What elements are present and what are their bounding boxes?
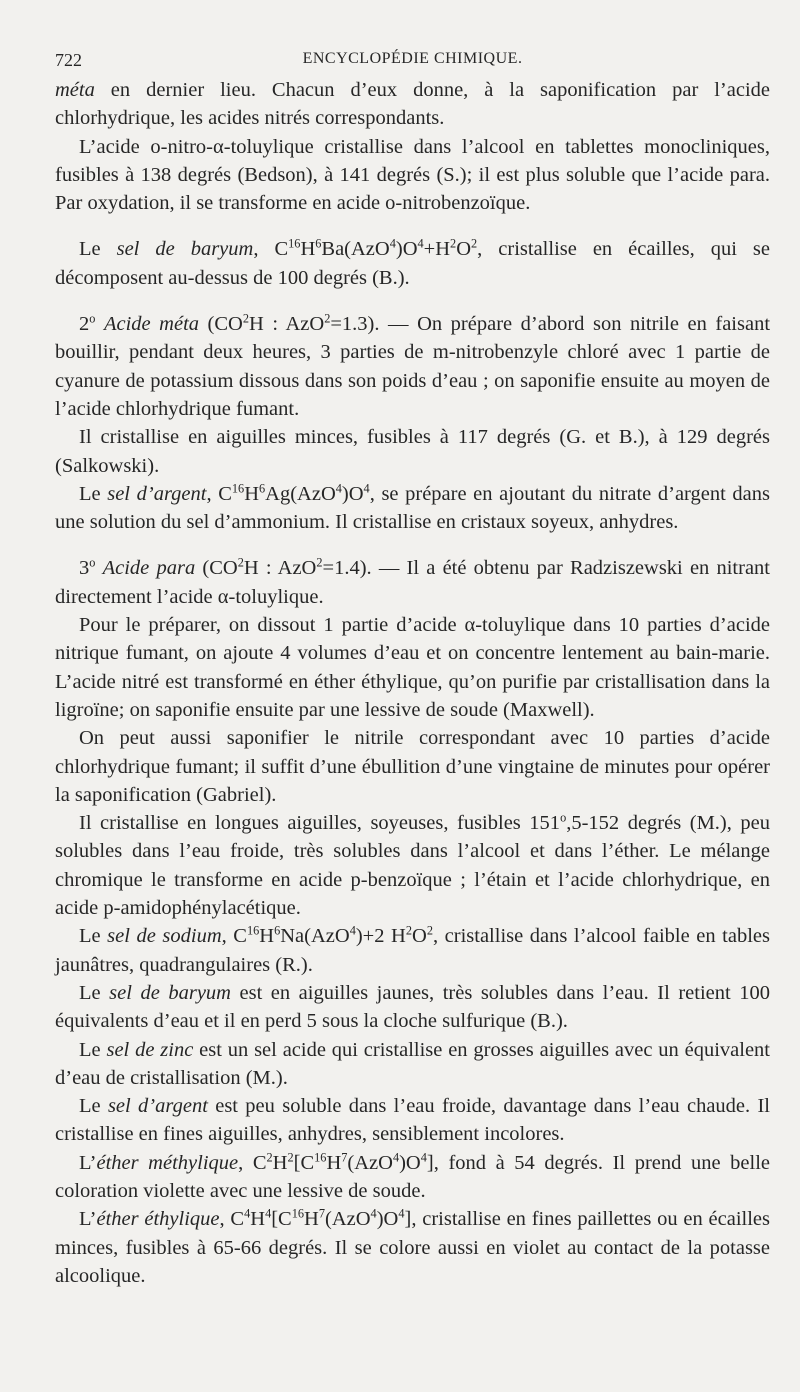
paragraph-4: 2$^o$ Acide méta ($CO^2H$ : AzO$^2$=1.3). — On prépare d’abord son nitrile en faisant bouillir, pendant deux heures, 3 parties de m-nitrobenzyle chloré avec 1 partie de cyanure de potassium dissous dans son poids d’eau ; on saponifie ensuite au moyen de l’acide chlorhydrique fumant. — [55, 311, 771, 420]
paragraph-3: Le sel de baryum, $C^{16}H^6Ba(AzO^4)O^4+H^2O^2$, cristallise en écailles, qui se décomposent au-dessus de 100 degrés (B.). — [55, 237, 770, 289]
paragraph-10: Il cristallise en longues aiguilles, soyeuses, fusibles 151$^o$,5-152 degrés (M.), peu solubles dans l’eau froide, très solubles dans l’alcool et dans l’éther. Le mélange chromique le transforme en acide p-benzoïque ; l’étain et l’acide chlorhydrique, en acide p-amidophénylacétique. — [55, 810, 771, 920]
paragraph-2: L’acide o-nitro-α-toluylique cristallise dans l’alcool en tablettes monocliniques, fusibles à 138 degrés (Bedson), à 141 degrés (S.); il est plus soluble que l’acide para. Par oxydation, il se transforme en acide o-nitrobenzoïque. — [55, 135, 770, 215]
paragraph-7: 3$^o$ Acide para ($CO^2H$ : AzO$^2$=1.4). — Il a été obtenu par Radziszewski en nitrant directement l’acide α-toluylique. — [55, 556, 770, 608]
paragraph-5: Il cristallise en aiguilles minces, fusibles à 117 degrés (G. et B.), à 129 degrés (Salkowski). — [55, 426, 770, 477]
paragraph-6: Le sel d’argent, $C^{16}H^6Ag(AzO^4)O^4$, se prépare en ajoutant du nitrate d’argent dans une solution du sel d’ammonium. Il cristallise en cristaux soyeux, anhydres. — [55, 481, 770, 534]
page-number: 722 — [55, 50, 82, 70]
paragraph-12: Le sel de baryum est en aiguilles jaunes, très solubles dans l’eau. Il retient 100 équivalents d’eau et il en perd 5 sous la cloche sulfurique (B.). — [55, 981, 770, 1033]
page-header — [55, 40, 770, 74]
paragraph-8: Pour le préparer, on dissout 1 partie d’acide α-toluylique dans 10 parties d’acide nitrique fumant, on ajoute 4 volumes d’eau et on concentre lentement au bain-marie. L’acide nitré est transformé en éther éthylique, qu’on purifie par cristallisation dans la ligroïne; on saponifie ensuite par une lessive de soude (Maxwell). — [55, 614, 770, 721]
paragraph-9: On peut aussi saponifier le nitrile correspondant avec 10 parties d’acide chlorhydrique fumant; il suffit d’une ébullition d’une vingtaine de minutes pour opérer la saponification (Gabriel). — [55, 727, 770, 806]
paragraph-11: Le sel de sodium, $C^{16}H^6Na(AzO^4)+2$ $H^2O^2$, cristallise dans l’alcool faible en tables jaunâtres, quadrangulaires (R.). — [55, 923, 770, 976]
paragraph-16: L’éther éthylique, $C^4H^4[C^{16}H^7(AzO^4)O^4]$, cristallise en fines paillettes ou en écailles minces, fusibles à 65-66 degrés. Il se colore aussi en violet au contact de la potasse alcoolique. — [55, 1206, 770, 1287]
paragraph-14: Le sel d’argent est peu soluble dans l’eau froide, davantage dans l’eau chaude. Il cristallise en fines aiguilles, anhydres, sensiblement incolores. — [55, 1095, 770, 1146]
body-text — [55, 76, 770, 1290]
paragraph-1: méta en dernier lieu. Chacun d’eux donne, à la saponification par l’acide chlorhydrique, les acides nitrés correspondants. — [55, 79, 770, 130]
paragraph-13: Le sel de zinc est un sel acide qui cristallise en grosses aiguilles avec un équivalent d’eau de cristallisation (M.). — [55, 1038, 770, 1089]
paragraph-15: L’éther méthylique, $C^2H^2[C^{16}H^7(AzO^4)O^4]$, fond à 54 degrés. Il prend une belle coloration violette avec une lessive de soude. — [55, 1150, 770, 1202]
running-title: ENCYCLOPÉDIE CHIMIQUE. — [302, 50, 523, 67]
